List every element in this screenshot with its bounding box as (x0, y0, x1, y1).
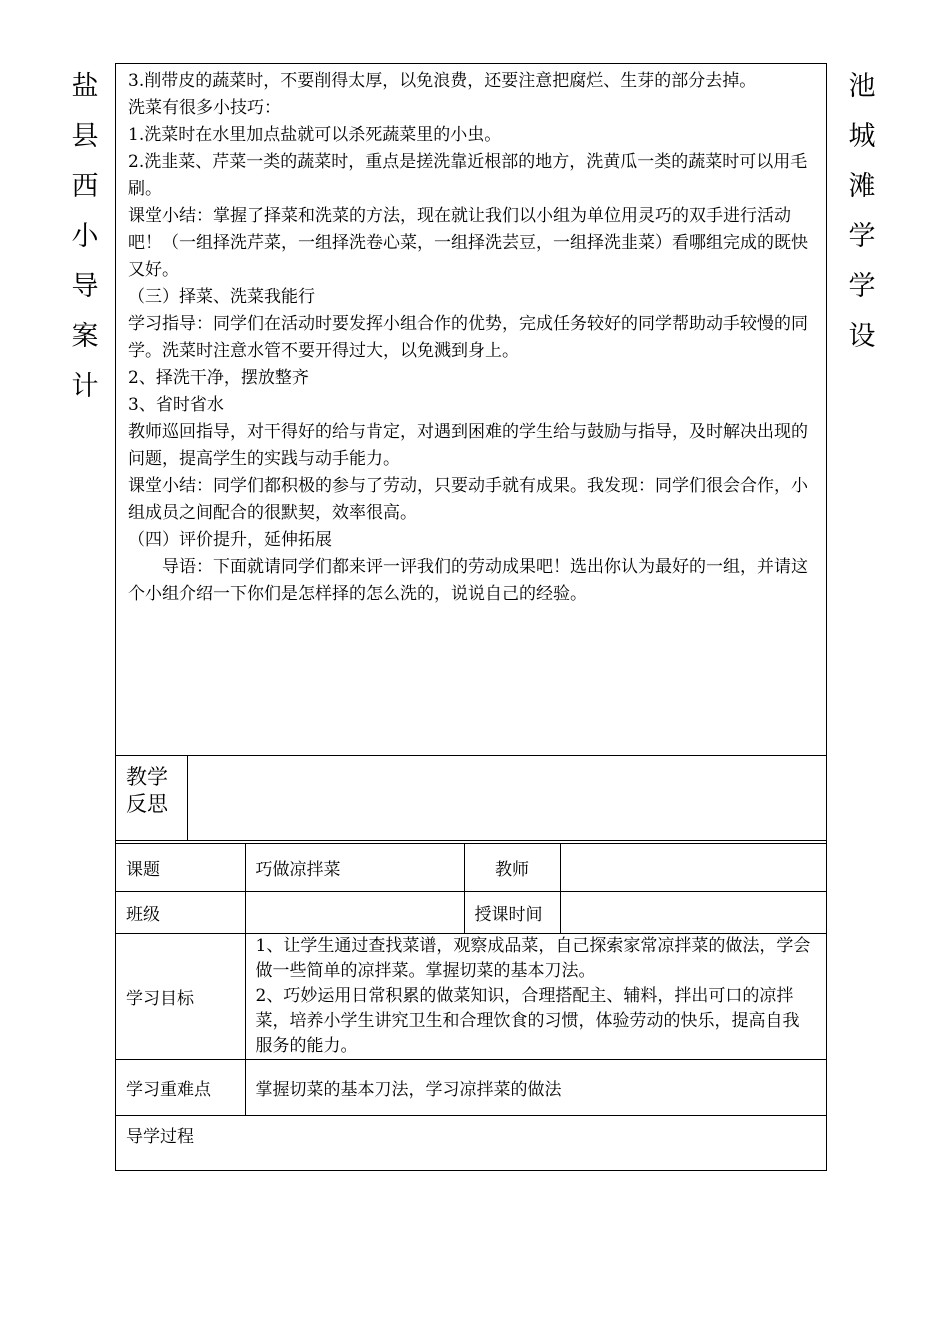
left-title-char: 盐 (71, 71, 99, 102)
left-title-char: 计 (71, 371, 99, 402)
class-label: 班级 (116, 891, 245, 933)
left-title-char: 案 (71, 321, 99, 352)
right-vertical-title (842, 62, 882, 362)
content-paragraph: 课堂小结：掌握了择菜和洗菜的方法，现在就让我们以小组为单位用灵巧的双手进行活动吧！（一组择洗芹菜，一组择洗卷心菜，一组择洗芸豆，一组择洗韭菜）看哪组完成的既快又好。 (128, 206, 808, 280)
table-row (116, 1115, 826, 1170)
content-paragraph: 课堂小结：同学们都积极的参与了劳动，只要动手就有成果。我发现：同学们很会合作，小组成员之间配合的很默契，效率很高。 (128, 476, 808, 523)
left-title-char: 导 (71, 271, 99, 302)
right-title-char: 学 (848, 271, 876, 302)
content-paragraph: 3、省时省水 (128, 395, 224, 415)
table-row (116, 933, 826, 1059)
right-title-char: 学 (848, 221, 876, 252)
content-paragraph: 1.洗菜时在水里加点盐就可以杀死蔬菜里的小虫。 (128, 125, 502, 145)
left-title-char: 县 (71, 121, 99, 152)
content-paragraph: 洗菜有很多小技巧： (128, 98, 281, 118)
reflection-label (116, 756, 188, 840)
class-value (245, 891, 464, 933)
reflection-label-line: 反思 (126, 792, 168, 816)
topic-value: 巧做凉拌菜 (245, 844, 464, 891)
time-value (560, 891, 826, 933)
right-title-char: 设 (848, 321, 876, 352)
key-value: 掌握切菜的基本刀法，学习凉拌菜的做法 (245, 1059, 826, 1115)
right-title-char: 滩 (848, 171, 876, 202)
reflection-label-line: 教学 (126, 765, 168, 789)
reflection-row (116, 756, 826, 841)
reflection-value (188, 756, 826, 840)
key-label: 学习重难点 (116, 1059, 245, 1115)
content-paragraph: 2.洗韭菜、芹菜一类的蔬菜时，重点是搓洗靠近根部的地方，洗黄瓜一类的蔬菜时可以用毛刷。 (128, 152, 808, 199)
lesson-info-table (116, 844, 826, 1170)
content-paragraph: 导语：下面就请同学们都来评一评我们的劳动成果吧！选出你认为最好的一组，并请这个小组介绍一下你们是怎样择的怎么洗的，说说自己的经验。 (128, 557, 808, 604)
teacher-value (560, 844, 826, 891)
table-row (116, 844, 826, 891)
lesson-plan-frame (115, 63, 827, 1171)
time-label: 授课时间 (464, 891, 560, 933)
process-label: 导学过程 (116, 1115, 826, 1170)
content-paragraph: 2、择洗干净，摆放整齐 (128, 368, 309, 388)
left-vertical-title (65, 62, 105, 412)
content-paragraph: 教师巡回指导，对干得好的给与肯定，对遇到困难的学生给与鼓励与指导，及时解决出现的问题，提高学生的实践与动手能力。 (128, 422, 808, 469)
right-title-char: 城 (848, 121, 876, 152)
content-paragraph: 3.削带皮的蔬菜时，不要削得太厚，以免浪费，还要注意把腐烂、生芽的部分去掉。 (128, 71, 757, 91)
table-row (116, 1059, 826, 1115)
section-heading: （四）评价提升，延伸拓展 (128, 530, 332, 550)
table-row (116, 891, 826, 933)
teacher-label: 教师 (464, 844, 560, 891)
content-section (116, 64, 826, 756)
left-title-char: 小 (71, 221, 99, 252)
goal-item: 2、巧妙运用日常积累的做菜知识，合理搭配主、辅料，拌出可口的凉拌菜，培养小学生讲究卫生和合理饮食的习惯，体验劳动的快乐，提高自我服务的能力。 (255, 985, 800, 1056)
topic-label: 课题 (116, 844, 245, 891)
section-heading: （三）择菜、洗菜我能行 (128, 287, 315, 307)
left-title-char: 西 (71, 171, 99, 202)
goals-label: 学习目标 (116, 933, 245, 1059)
goal-item: 1、让学生通过查找菜谱，观察成品菜，自己探索家常凉拌菜的做法，学会做一些简单的凉拌菜。掌握切菜的基本刀法。 (255, 935, 811, 981)
goals-value (245, 933, 826, 1059)
content-paragraph: 学习指导：同学们在活动时要发挥小组合作的优势，完成任务较好的同学帮助动手较慢的同学。洗菜时注意水管不要开得过大，以免溅到身上。 (128, 314, 808, 361)
right-title-char: 池 (848, 71, 876, 102)
